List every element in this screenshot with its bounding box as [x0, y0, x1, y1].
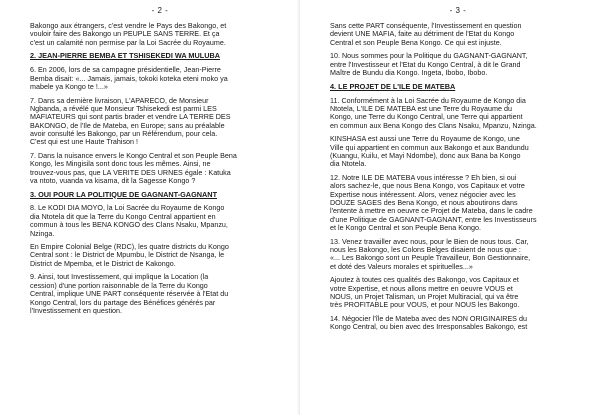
- paragraph: 13. Venez travailler avec nous, pour le Bien de nous tous. Car, nous les Bakongo, les Colons Belges disaient de nous que : «... Les Bakongo sont un Peuple Travailleur, Bon Gestionnaire, et doté des Valeurs morales et spirituelles...»: [330, 237, 531, 271]
- paragraph: 7. Dans la nuisance envers le Kongo Central et son Peuple Bena Kongo, les Mingisila sont donc tous les mêmes. Ainsi, ne trouvez-vous pas, que LA VERITE DES URNES égale : Katuka va ntoto, vuanda va kisama, dit la Sagesse Kongo ?: [30, 151, 237, 185]
- paragraph: 7. Dans sa dernière livraison, L'APARECO, de Monsieur Ngbanda, a révélé que Monsieur Tshisekedi est parmi LES MAFIATEURS qui sont partis brader et vendre LA TERRE DES BAKONGO, de l'Ile de Mateba, en Europe; sans au préalable avoir consulté les Bakongo, par un Référendum, pour cela. C'est qui est une Haute Trahison !: [30, 96, 231, 147]
- paragraph: En Empire Colonial Belge (RDC), les quatre districts du Kongo Central sont : le District de Mpumbu, le District de Nsanga, le District de Mpemba, et le District de Kakongo.: [30, 243, 229, 268]
- paragraph: Ajoutez à toutes ces qualités des Bakongo, vos Capitaux et votre Expertise, et nous allons mettre en oeuvre VOUS et NOUS, un Projet Talisman, un Projet Multiracial, qui va être très PROFITABLE pour VOUS, et pour NOUS les Bakongo.: [330, 276, 520, 310]
- paragraph: 14. Négocier l'île de Mateba avec des NON ORIGINAIRES du Kongo Central, ou bien avec des Irresponsables Bakongo, est: [330, 314, 528, 332]
- paragraph: 12. Notre ILE DE MATEBA vous intéresse ? Eh bien, si oui alors sachez-le, que nous Bena Kongo, vos Capitaux et votre Expertise nous intéressent. Alors, venez négocier avec les DOUZE SAGES des Bena Kongo, et nous aboutirons dans l'entente à mettre en oeuvre ce Projet de Mateba, dans le cadre d'une Politique de GAGNANT-GAGNANT, entre les Investisseurs et le Kongo Central et son Peuple Bena Kongo.: [330, 173, 537, 232]
- paragraph: Sans cette PART conséquente, l'Investissement en question devient UNE MAFIA, faite au détriment de l'Etat du Kongo Central et son Peuple Bena Kongo. Ce qui est injuste.: [330, 22, 522, 47]
- paragraph: 10. Nous sommes pour la Politique du GAGNANT-GAGNANT, entre l'Investisseur et l'Etat du Kongo Central, à dit le Grand Maître de Bundu dia Kongo. Ingeta, Ibobo, Ibobo.: [330, 52, 528, 78]
- section-heading: 4. LE PROJET DE L'ILE DE MATEBA: [330, 81, 456, 91]
- right-page: [300, 0, 600, 415]
- page-number: - 3 -: [449, 6, 467, 15]
- paragraph: 6. En 2006, lors de sa campagne présidentielle, Jean-Pierre Bemba disait: «... Jamais, jamais, tokoki koteka eteni moko ya mabele ya Kongo te !...»: [30, 66, 228, 91]
- paragraph: 9. Ainsi, tout Investissement, qui implique la Location (la cession) d'une portion raisonnable de la Terre du Kongo Central, implique UNE PART conséquente réservée à l'Etat du Kongo Central, lors du partage des Bénéfices générés par l'Investissement en question.: [30, 273, 229, 315]
- paragraph: Bakongo aux étrangers, c'est vendre le Pays des Bakongo, et vouloir faire des Bakongo un PEUPLE SANS TERRE. Et ça c'est un calamité non permise par la Loi Sacrée du Royaume.: [30, 22, 227, 47]
- section-heading: 2. JEAN-PIERRE BEMBA ET TSHISEKEDI WA MULUBA: [30, 51, 221, 61]
- paragraph: KINSHASA est aussi une Terre du Royaume de Kongo, une Ville qui appartient en commun aux Bakongo et aux Bandundu (Kuangu, Kuilu, et Mayi Ndombe), donc aux Bana ba Kongo dia Ntotela.: [330, 135, 529, 169]
- section-heading: 3. OUI POUR LA POLITIQUE DE GAGNANT-GAGNANT: [30, 189, 218, 199]
- paragraph: 8. Le KODI DIA MOYO, la Loi Sacrée du Royaume de Kongo dia Ntotela dit que la Terre du Kongo Central appartient en commun à tous les BENA KONGO des Clans Nsaku, Mpanzu, Nzinga.: [30, 204, 228, 238]
- page-number: - 2 -: [151, 6, 169, 15]
- paragraph: 11. Conformément à la Loi Sacrée du Royaume de Kongo dia Ntotela, L'ILE DE MATEBA est une Terre du Royaume du Kongo, une Terre du Kongo Central, une Terre qui appartient en commun aux Bena Kongo des Clans Nsaku, Mpanzu, Nzinga.: [330, 96, 537, 130]
